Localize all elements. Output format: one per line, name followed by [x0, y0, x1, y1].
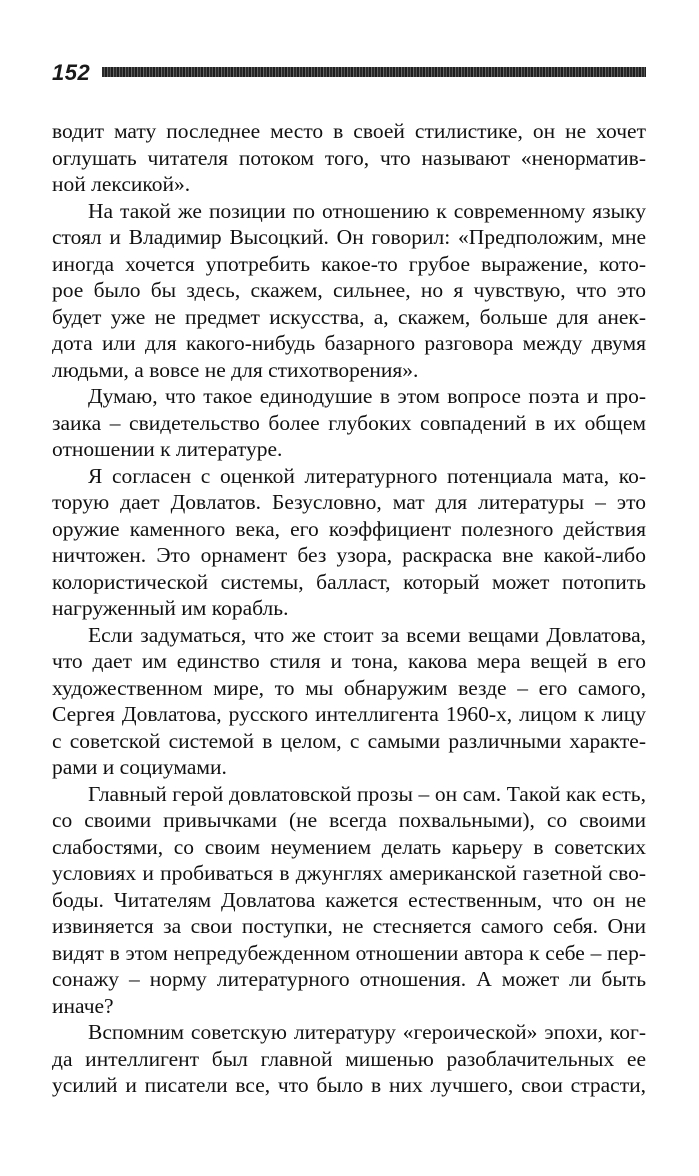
text-line: Сергея Довлатова, русского интеллигента 1960-х, лицом к лицу	[52, 702, 646, 726]
text-line: будет уже не предмет искусства, а, скажем, больше для анек-	[52, 304, 646, 329]
text-line: Я согласен с оценкой литературного потенциала мата, ко-	[88, 463, 646, 488]
text-line: усилий и писатели все, что было в них лучшего, свои страсти,	[52, 1073, 646, 1097]
paragraph	[52, 118, 646, 198]
text-line: иногда хочется употребить какое-то грубое выражение, кото-	[52, 251, 646, 276]
paragraph	[52, 383, 646, 463]
text-line: да интеллигент был главной мишенью разоблачительных ее	[52, 1046, 646, 1071]
paragraph	[52, 781, 646, 1020]
text-line: Думаю, что такое единодушие в этом вопросе поэта и про-	[88, 384, 646, 408]
text-line: рое было бы здесь, скажем, сильнее, но я чувствую, что это	[52, 278, 646, 302]
text-line: оружие каменного века, его коэффициент полезного действия	[52, 516, 646, 541]
text-line: людьми, а вовсе не для стихотворения».	[52, 357, 419, 382]
text-line: нагруженный им корабль.	[52, 596, 289, 620]
text-line: Если задуматься, что же стоит за всеми вещами Довлатова,	[88, 622, 646, 647]
text-line: заика – свидетельство более глубоких совпадений в их общем	[52, 410, 646, 435]
text-line: условиях и пробиваться в джунглях американской газетной сво-	[52, 861, 646, 885]
text-line: отношении к литературе.	[52, 437, 283, 461]
text-line: извиняется за свои поступки, не стесняется самого себя. Они	[52, 914, 646, 938]
page-number: 152	[52, 60, 91, 85]
text-line: боды. Читателям Довлатова кажется естественным, что он не	[52, 887, 646, 912]
text-line: слабостями, со своим неумением делать карьеру в советских	[52, 834, 646, 859]
paragraph	[52, 463, 646, 622]
text-line: На такой же позиции по отношению к современному языку	[88, 198, 646, 223]
paragraph	[52, 1019, 646, 1099]
text-line: водит мату последнее место в своей стилистике, он не хочет	[52, 119, 646, 143]
text-line: Главный герой довлатовской прозы – он сам. Такой как есть,	[88, 781, 646, 806]
text-line: иначе?	[52, 993, 114, 1018]
text-line: Вспомним советскую литературу «героической» эпохи, ког-	[88, 1020, 646, 1044]
text-line: рами и социумами.	[52, 755, 227, 779]
text-line: оглушать читателя потоком того, что называют «ненорматив-	[52, 145, 646, 170]
text-line: сонажу – норму литературного отношения. А может ли быть	[52, 967, 646, 991]
header-rule	[102, 67, 646, 77]
text-line: со своими привычками (не всегда похвальными), со своими	[52, 808, 646, 832]
text-line: художественном мире, то мы обнаружим везде – его самого,	[52, 675, 646, 700]
text-line: дота или для какого-нибудь базарного разговора между двумя	[52, 331, 646, 355]
text-line: стоял и Владимир Высоцкий. Он говорил: «Предположим, мне	[52, 225, 646, 249]
text-line: ной лексикой».	[52, 172, 191, 196]
text-line: что дает им единство стиля и тона, какова мера вещей в его	[52, 649, 646, 673]
text-line: ничтожен. Это орнамент без узора, раскраска вне какой-либо	[52, 543, 646, 567]
body-text	[52, 118, 646, 1099]
paragraph	[52, 622, 646, 781]
text-line: торую дает Довлатов. Безусловно, мат для литературы – это	[52, 490, 646, 514]
text-line: с советской системой в целом, с самыми различными характе-	[52, 728, 646, 753]
text-line: видят в этом непредубежденном отношении автора к себе – пер-	[52, 940, 646, 965]
page-header	[52, 62, 646, 86]
text-line: колористической системы, балласт, который может потопить	[52, 569, 646, 594]
paragraph	[52, 198, 646, 384]
